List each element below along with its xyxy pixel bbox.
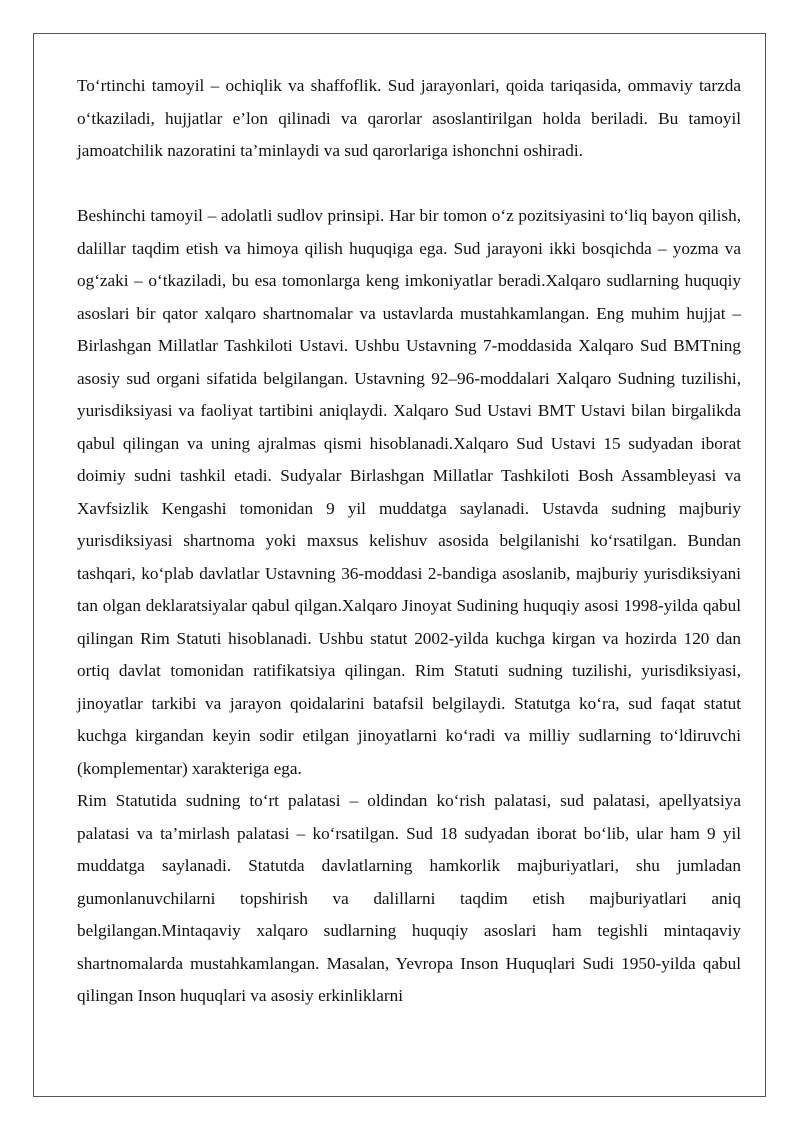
document-body (77, 70, 741, 1013)
paragraph-fourth-principle: To‘rtinchi tamoyil – ochiqlik va shaffoflik. Sud jarayonlari, qoida tariqasida, ommaviy tarzda o‘tkaziladi, hujjatlar e’lon qilinadi va qarorlar asoslantirilgan holda beriladi. Bu tamoyil jamoatchilik nazoratini ta’minlaydi va sud qarorlariga ishonchni oshiradi. (77, 76, 741, 160)
paragraph-fifth-principle: Beshinchi tamoyil – adolatli sudlov prinsipi. Har bir tomon o‘z pozitsiyasini to‘liq bayon qilish, dalillar taqdim etish va himoya qilish huquqiga ega. Sud jarayoni ikki bosqichda – yozma va og‘zaki – o‘tkaziladi, bu esa tomonlarga keng imkoniyatlar beradi.Xalqaro sudlarning huquqiy asoslari bir qator xalqaro shartnomalar va ustavlarda mustahkamlangan. Eng muhim hujjat – Birlashgan Millatlar Tashkiloti Ustavi. Ushbu Ustavning 7-moddasida Xalqaro Sud BMTning asosiy sud organi sifatida belgilangan. Ustavning 92–96-moddalari Xalqaro Sudning tuzilishi, yurisdiksiyasi va faoliyat tartibini aniqlaydi. Xalqaro Sud Ustavi BMT Ustavi bilan birgalikda qabul qilingan va uning ajralmas qismi hisoblanadi.Xalqaro Sud Ustavi 15 sudyadan iborat doimiy sudni tashkil etadi. Sudyalar Birlashgan Millatlar Tashkiloti Bosh Assambleyasi va Xavfsizlik Kengashi tomonidan 9 yil muddatga saylanadi. Ustavda sudning majburiy yurisdiksiyasi shartnoma yoki maxsus kelishuv asosida belgilanishi ko‘rsatilgan. Bundan tashqari, ko‘plab davlatlar Ustavning 36-moddasi 2-bandiga asoslanib, majburiy yurisdiksiyani tan olgan deklaratsiyalar qabul qilgan.Xalqaro Jinoyat Sudining huquqiy asosi 1998-yilda qabul qilingan Rim Statuti hisoblanadi. Ushbu statut 2002-yilda kuchga kirgan va hozirda 120 dan ortiq davlat tomonidan ratifikatsiya qilingan. Rim Statuti sudning tuzilishi, yurisdiksiyasi, jinoyatlar tarkibi va jarayon qoidalarini batafsil belgilaydi. Statutga ko‘ra, sud faqat statut kuchga kirgandan keyin sodir etilgan jinoyatlarni ko‘radi va milliy sudlarning to‘ldiruvchi (komplementar) xarakteriga ega. (77, 206, 741, 778)
paragraph-spacer (77, 168, 741, 201)
paragraph-rome-statute: Rim Statutida sudning to‘rt palatasi – oldindan ko‘rish palatasi, sud palatasi, apellyatsiya palatasi va ta’mirlash palatasi – ko‘rsatilgan. Sud 18 sudyadan iborat bo‘lib, ular ham 9 yil muddatga saylanadi. Statutda davlatlarning hamkorlik majburiyatlari, shu jumladan gumonlanuvchilarni topshirish va dalillarni taqdim etish majburiyatlari aniq belgilangan.Mintaqaviy xalqaro sudlarning huquqiy asoslari ham tegishli mintaqaviy shartnomalarda mustahkamlangan. Masalan, Yevropa Inson Huquqlari Sudi 1950-yilda qabul qilingan Inson huquqlari va asosiy erkinliklarni (77, 791, 741, 1005)
